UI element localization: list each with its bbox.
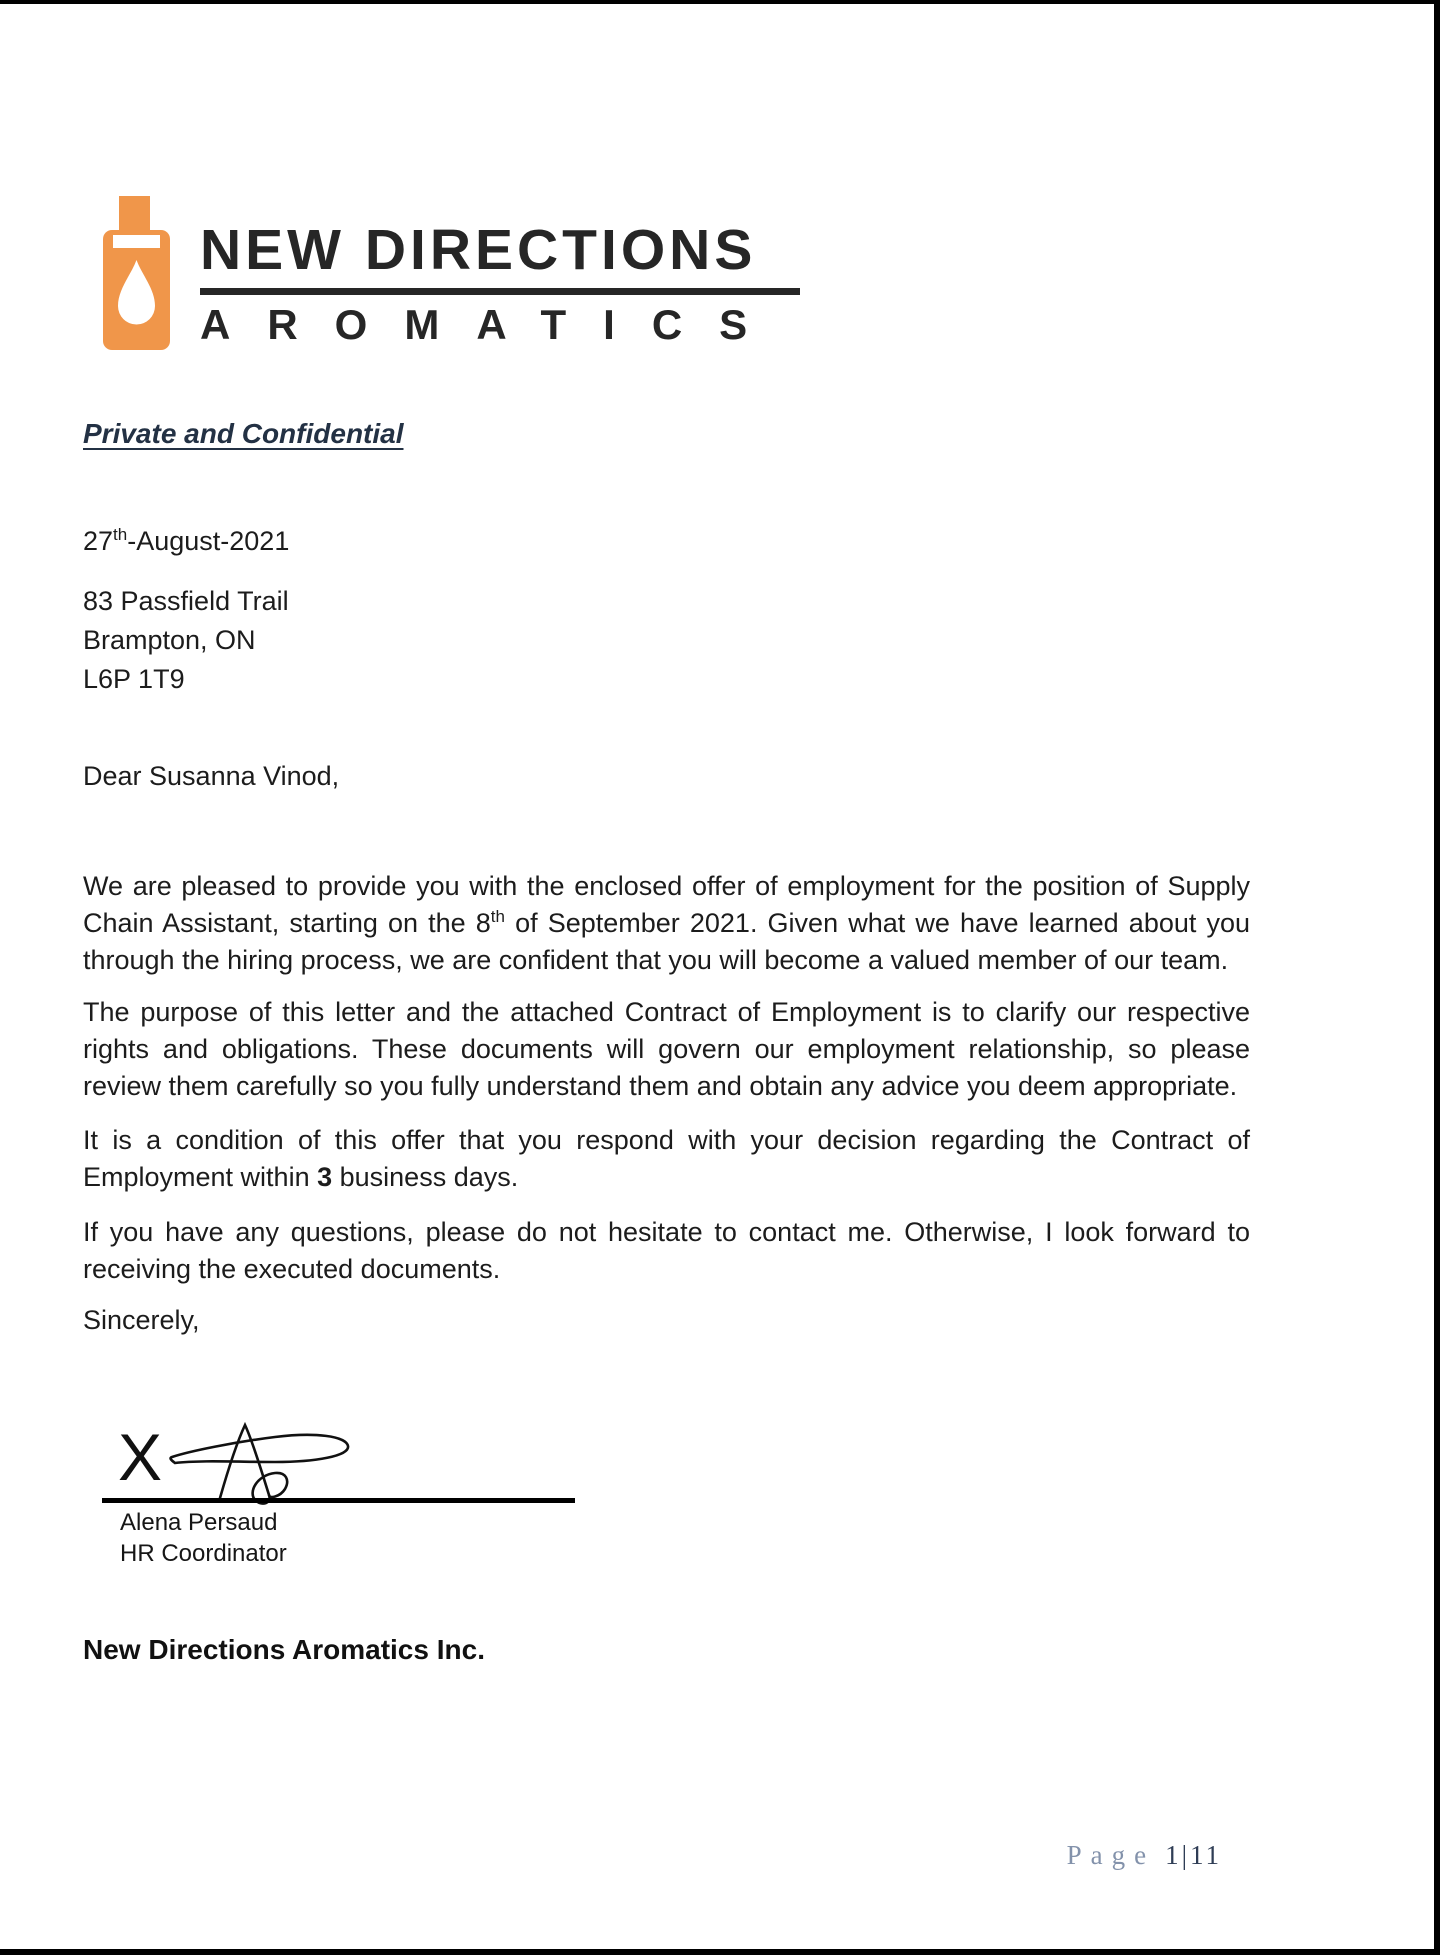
address-line: 83 Passfield Trail — [83, 586, 289, 616]
footer-page-word: Page — [1066, 1840, 1156, 1870]
bottle-drop-icon — [103, 196, 171, 352]
recipient-address — [83, 582, 289, 699]
bold-number: 3 — [317, 1162, 333, 1192]
signature-line — [102, 1498, 575, 1503]
signatory-block — [120, 1507, 287, 1569]
logo-name: NEW DIRECTIONS — [200, 218, 757, 282]
date-line — [83, 526, 289, 557]
paragraph-text: It is a condition of this offer that you respond with your decision regarding the Contract of Employment within — [83, 1125, 1250, 1192]
paragraph-text: We are pleased to provide you with the enclosed offer of employment for the position of Supply Chain Assistant, starting on the 8 — [83, 871, 1250, 938]
signature-x-mark: X — [118, 1420, 163, 1494]
company-name: New Directions Aromatics Inc. — [83, 1634, 485, 1665]
ordinal-superscript: th — [490, 907, 505, 926]
confidential-heading: Private and Confidential — [83, 418, 404, 449]
logo-subname: AROMATICS — [200, 301, 785, 348]
letter-page — [0, 4, 1434, 1949]
paragraph-purpose: The purpose of this letter and the attached Contract of Employment is to clarify our respective rights and obligations. These documents will govern our employment relationship, so please review them carefully so you fully understand them and obtain any advice you deem appropriate. — [83, 997, 1250, 1101]
salutation: Dear Susanna Vinod, — [83, 761, 340, 791]
footer-page-number: 1|11 — [1165, 1840, 1222, 1870]
paragraph-condition — [83, 1122, 1250, 1196]
paragraph-offer — [83, 868, 1250, 979]
paragraph-text: business days. — [332, 1162, 519, 1192]
signatory-title: HR Coordinator — [120, 1540, 287, 1567]
closing: Sincerely, — [83, 1305, 200, 1335]
signature-image — [165, 1416, 360, 1506]
date-ordinal: th — [113, 525, 128, 544]
date-rest: -August-2021 — [127, 526, 290, 556]
page-footer — [1067, 1840, 1222, 1871]
paragraph-questions: If you have any questions, please do not hesitate to contact me. Otherwise, I look forward to receiving the executed documents. — [83, 1217, 1250, 1284]
address-line: L6P 1T9 — [83, 664, 185, 694]
date-day: 27 — [83, 526, 114, 556]
paragraph-text: of September 2021. Given what we have learned about you through the hiring process, we are confident that you will become a valued member of our team. — [83, 908, 1251, 975]
signatory-name: Alena Persaud — [120, 1509, 278, 1536]
address-line: Brampton, ON — [83, 625, 256, 655]
logo-text — [200, 218, 800, 348]
company-logo — [103, 194, 813, 354]
logo-divider — [200, 288, 800, 295]
